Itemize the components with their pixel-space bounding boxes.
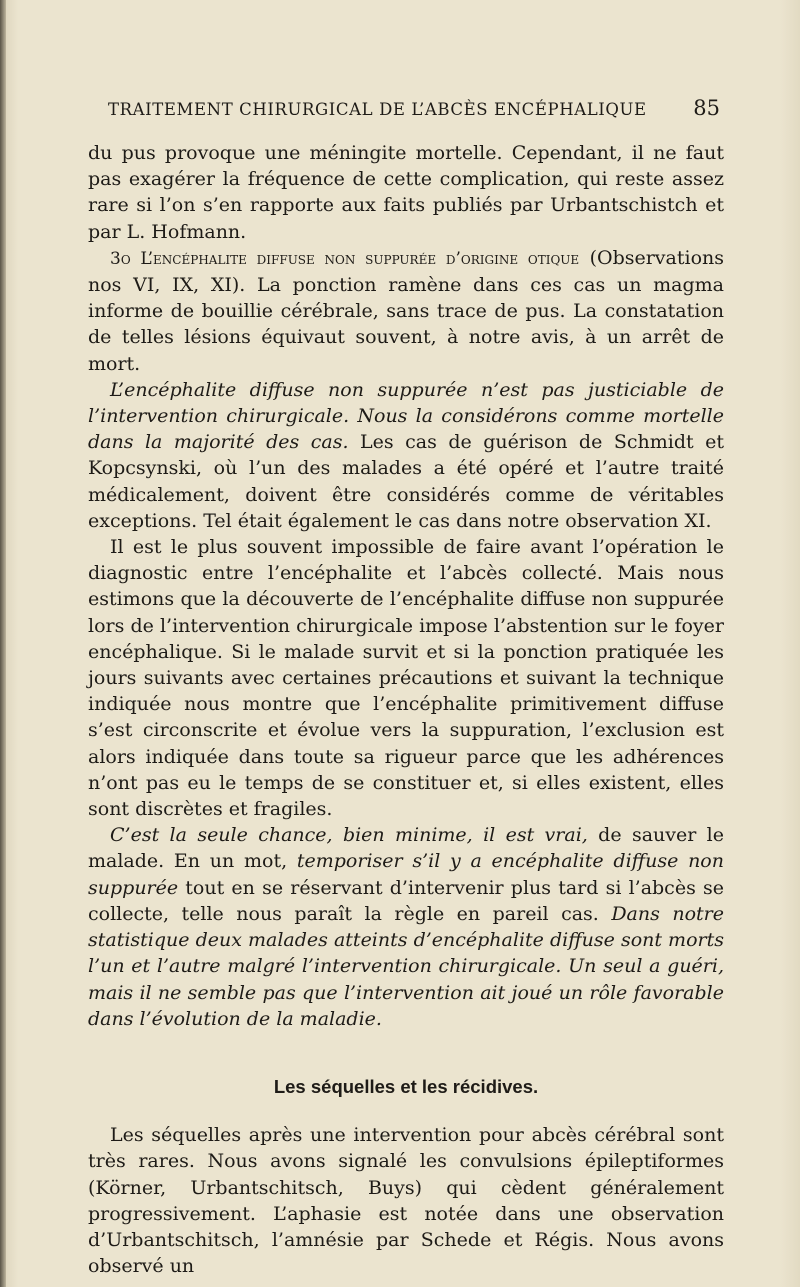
running-header	[108, 96, 720, 124]
paragraph-1: du pus provoque une méningite mortelle. Cependant, il ne faut pas exagérer la fréquence de cette complication, qui reste assez rare si l’on s’en rapporte aux faits publiés par Urbantschistch et par L. Hofmann.	[88, 142, 724, 243]
paragraph-6: Les séquelles après une intervention pour abcès cérébral sont très rares. Nous avons signalé les convulsions épileptiformes (Körner, Urbantschitsch, Buys) qui cèdent généralement progressivement. L’aphasie est notée dans une observation d’Urbantschitsch, l’amnésie par Schede et Régis. Nous avons observé un	[88, 1124, 724, 1278]
paragraph-4: Il est le plus souvent impossible de faire avant l’opération le diagnostic entre l’encéphalite et l’abcès collecté. Mais nous estimons que la découverte de l’encéphalite diffuse non suppurée lors de l’intervention chirurgicale impose l’abstention sur le foyer encéphalique. Si le malade survit et si la ponction pratiquée les jours suivants avec certaines précautions et suivant la technique indiquée nous montre que l’encéphalite primitivement diffuse s’est circonscrite et évolue vers la suppuration, l’exclusion est alors indiquée dans toute sa rigueur parce que les adhérences n’ont pas eu le temps de se constituer et, si elles existent, elles sont discrètes et fragiles.	[88, 536, 724, 821]
paragraph-5-part-d: tout en se réservant d’intervenir plus tard si l’abcès se collecte, telle nous paraît la règle en pareil cas.	[88, 876, 724, 925]
section-heading: Les séquelles et les récidives.	[273, 1075, 539, 1097]
paragraph-5-part-c: temporiser s’il y a encéphalite diffuse non suppurée	[88, 850, 724, 899]
body-text	[88, 140, 724, 1279]
paragraph-5-part-a: C’est la seule chance, bien minime, il est vrai,	[110, 824, 588, 847]
paragraph-5-part-b: de sauver le malade. En un mot,	[88, 824, 724, 873]
page-edge-shadow	[0, 0, 6, 1287]
paragraph-3-italic: L’encéphalite diffuse non suppurée n’est pas justiciable de l’intervention chirurgicale. Nous la considérons comme mortelle dans la majorité des cas.	[88, 378, 724, 454]
page-number: 85	[693, 96, 720, 120]
paragraph-5	[88, 822, 724, 1032]
paragraph-2-rest: (Observations nos VI, IX, XI). La ponction ramène dans ces cas un magma informe de bouillie cérébrale, sans trace de pus. La constatation de telles lésions équivaut souvent, à notre avis, à un arrêt de mort.	[88, 246, 725, 375]
paragraph-3-rest: Les cas de guérison de Schmidt et Kopcsynski, où l’un des malades a été opéré et l’autre traité médicalement, doivent être considérés comme de véritables exceptions. Tel était également le cas dans notre observation XI.	[88, 431, 724, 532]
paragraph-5-part-e: Dans notre statistique deux malades atteints d’encéphalite diffuse sont morts l’un et l’autre malgré l’intervention chirurgicale. Un seul a guéri, mais il ne semble pas que l’intervention ait joué un rôle favorable dans l’évolution de la maladie.	[88, 902, 724, 1030]
running-title: TRAITEMENT CHIRURGICAL DE L’ABCÈS ENCÉPHALIQUE	[108, 100, 647, 119]
paragraph-2	[88, 245, 724, 377]
paragraph-3	[88, 377, 724, 534]
paragraph-2-lead: 3o L’encéphalite diffuse non suppurée d’origine otique	[110, 248, 580, 269]
